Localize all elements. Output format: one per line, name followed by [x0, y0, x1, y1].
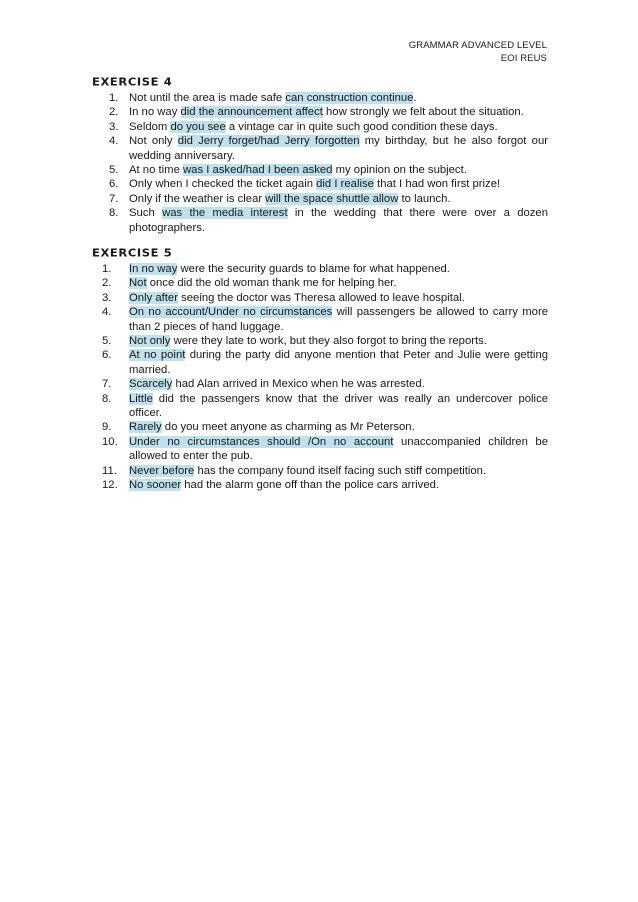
highlighted-answer: No sooner	[129, 479, 182, 492]
exercise-item	[92, 392, 548, 421]
highlighted-answer: did the announcement affect	[180, 106, 323, 119]
highlighted-answer: Scarcely	[129, 378, 173, 391]
sentence-text: during the party did anyone mention that Peter and Julie were getting married.	[129, 349, 549, 376]
exercise-item	[92, 262, 548, 276]
item-number: 8.	[109, 207, 119, 220]
exercise-item	[92, 120, 548, 134]
exercise-5-list	[92, 262, 548, 493]
exercise-item	[92, 348, 548, 377]
sentence-text: my opinion on the subject.	[332, 164, 467, 177]
sentence-text: .	[413, 92, 417, 104]
exercise-item	[92, 163, 548, 177]
sentence-text: At no time	[129, 164, 183, 177]
sentence-text: were they late to work, but they also forgot to bring the reports.	[170, 335, 487, 348]
item-number: 3.	[109, 120, 119, 133]
sentence-text: has the company found itself facing such stiff competition.	[194, 464, 487, 477]
item-number: 1.	[102, 263, 112, 275]
exercise-item	[92, 105, 548, 119]
exercise-item	[92, 206, 548, 235]
highlighted-answer: Little	[129, 392, 153, 405]
sentence-text: Seldom	[129, 120, 171, 133]
sentence-text: do you meet anyone as charming as Mr Peterson.	[161, 421, 415, 434]
sentence-text: in the wedding that there were over a dozen photographers.	[129, 207, 548, 234]
item-number: 11.	[102, 464, 117, 477]
exercise-item	[92, 134, 548, 163]
highlighted-answer: Not only	[129, 335, 171, 348]
sentence-text: seeing the doctor was Theresa allowed to leave hospital.	[177, 291, 465, 304]
item-number: 6.	[109, 178, 119, 191]
item-number: 8.	[102, 392, 112, 405]
sentence-text: Only when I checked the ticket again	[129, 178, 317, 191]
exercise-4-list	[92, 91, 548, 235]
sentence-text: In no way	[129, 106, 181, 119]
highlighted-answer: was the media interest	[162, 207, 288, 220]
highlighted-answer: Rarely	[129, 421, 162, 434]
sentence-text: once did the old woman thank me for helping her.	[146, 277, 397, 290]
exercise-item	[92, 334, 548, 348]
header-course-title: GRAMMAR ADVANCED LEVEL	[408, 40, 547, 51]
exercise-item	[92, 91, 548, 105]
item-number: 3.	[102, 291, 112, 304]
exercise-item	[92, 291, 548, 305]
sentence-text: were the security guards to blame for what happened.	[177, 263, 450, 275]
sentence-text: a vintage car in quite such good condition these days.	[225, 120, 498, 133]
item-number: 4.	[109, 135, 119, 148]
highlighted-answer: did I realise	[316, 178, 374, 191]
exercise-item	[92, 420, 548, 434]
sentence-text: Only if the weather is clear	[129, 192, 266, 205]
sentence-text: Not only	[129, 135, 178, 148]
item-number: 5.	[102, 335, 112, 348]
header-school-name: EOI REUS	[500, 52, 547, 64]
sentence-text: Such	[129, 207, 163, 220]
exercise-item	[92, 177, 548, 191]
sentence-text: did the passengers know that the driver was really an undercover police officer.	[129, 392, 548, 420]
item-number: 1.	[109, 92, 119, 104]
highlighted-answer: Only after	[129, 291, 178, 304]
item-number: 10.	[102, 435, 118, 448]
highlighted-answer: In no way	[129, 263, 178, 275]
exercise-4-title: EXERCISE 4	[92, 75, 173, 89]
sentence-text: that I had won first prize!	[373, 178, 501, 191]
exercise-item	[92, 464, 548, 478]
sentence-text: had the alarm gone off than the police cars arrived.	[181, 479, 440, 492]
sentence-text: unaccompanied children be allowed to enter the pub.	[129, 435, 548, 463]
highlighted-answer: At no point	[129, 349, 186, 362]
exercise-item	[92, 276, 548, 290]
item-number: 5.	[109, 164, 119, 177]
highlighted-answer: Never before	[129, 464, 195, 477]
exercise-item	[92, 435, 548, 464]
sentence-text: will passengers be allowed to carry more than 2 pieces of hand luggage.	[129, 306, 548, 333]
item-number: 7.	[109, 192, 119, 205]
item-number: 6.	[102, 349, 112, 362]
highlighted-answer: Under no circumstances should /On no account	[129, 435, 394, 448]
sentence-text: to launch.	[398, 192, 451, 205]
sentence-text: how strongly we felt about the situation.	[322, 106, 524, 119]
exercise-item	[92, 192, 548, 206]
highlighted-answer: can construction continue	[285, 92, 414, 104]
highlighted-answer: On no account/Under no circumstances	[129, 306, 333, 319]
item-number: 7.	[102, 378, 112, 391]
item-number: 2.	[109, 106, 119, 119]
sentence-text: had Alan arrived in Mexico when he was arrested.	[172, 378, 425, 391]
exercise-item	[92, 305, 548, 334]
item-number: 2.	[102, 277, 112, 290]
sentence-text: my birthday, but he also forgot our wedding anniversary.	[129, 135, 548, 162]
exercise-item	[92, 478, 548, 492]
sentence-text: Not until the area is made safe	[129, 92, 286, 104]
highlighted-answer: Not	[129, 277, 147, 290]
item-number: 9.	[102, 421, 112, 434]
page-header	[409, 40, 547, 65]
item-number: 12.	[102, 479, 118, 492]
item-number: 4.	[102, 306, 112, 319]
exercise-5-title: EXERCISE 5	[92, 246, 173, 260]
highlighted-answer: will the space shuttle allow	[265, 192, 399, 205]
highlighted-answer: did Jerry forget/had Jerry forgotten	[177, 135, 360, 148]
highlighted-answer: do you see	[170, 120, 226, 133]
highlighted-answer: was I asked/had I been asked	[183, 164, 333, 177]
exercise-item	[92, 377, 548, 391]
